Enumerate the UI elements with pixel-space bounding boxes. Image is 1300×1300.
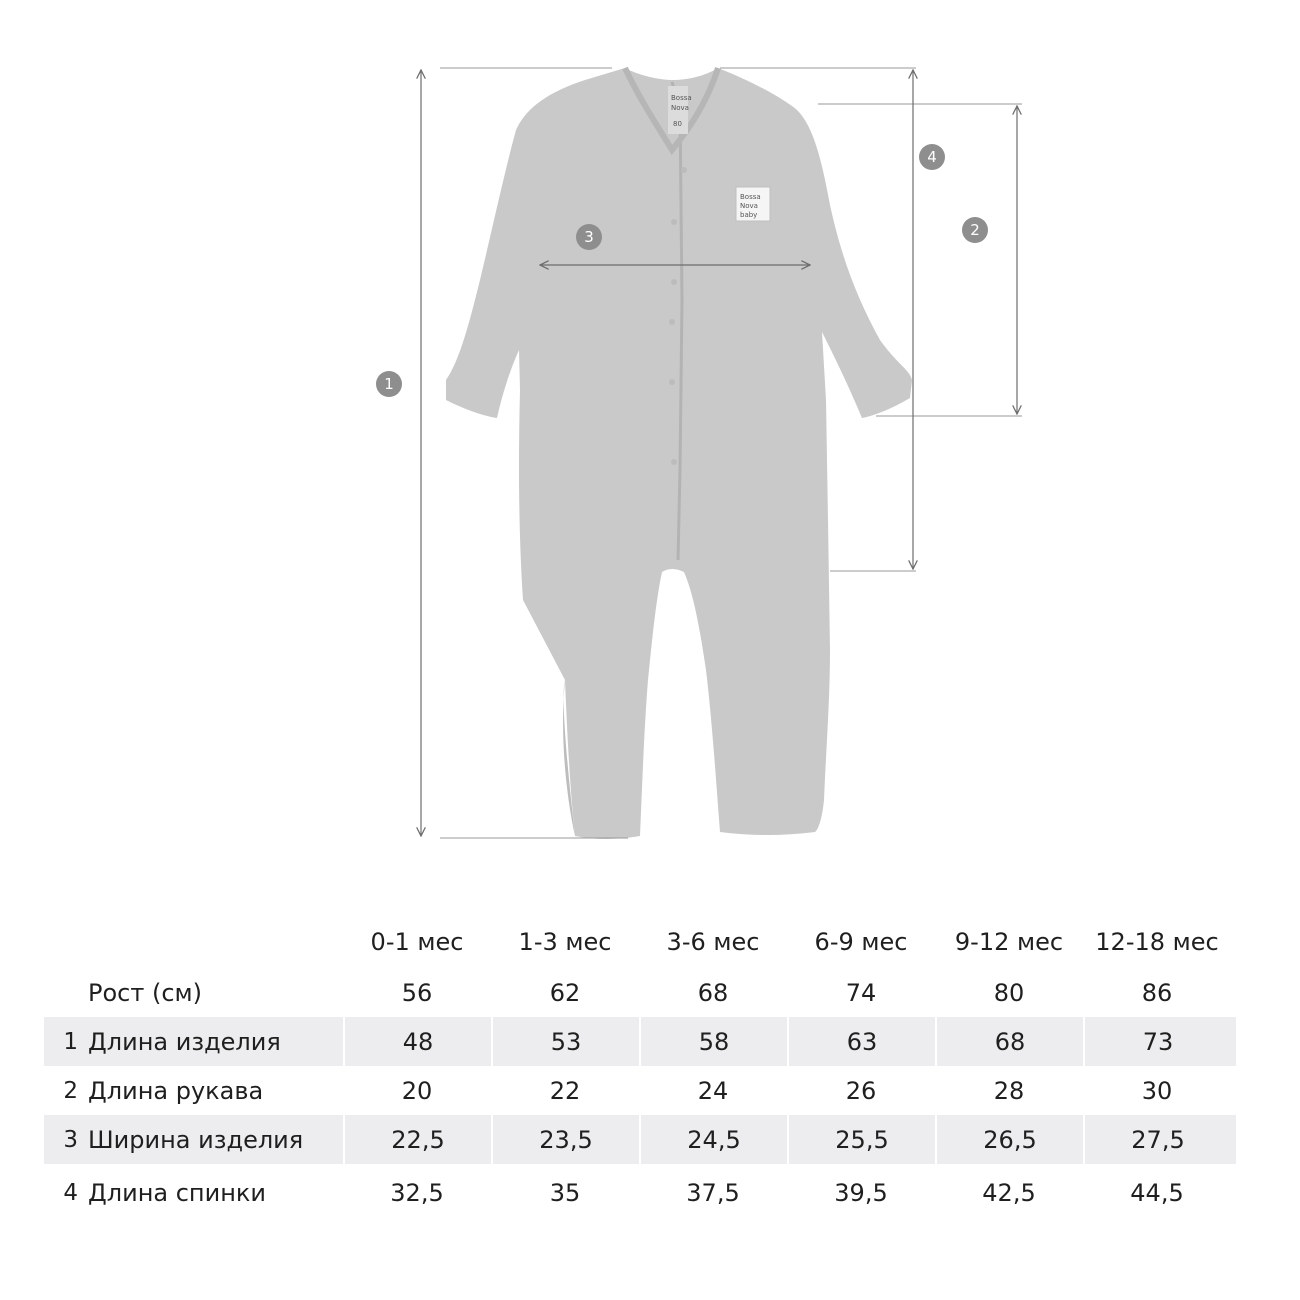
table-cell: 22 [549,1076,581,1105]
table-cell: 37,5 [686,1179,740,1207]
table-cell: 35 [549,1179,581,1207]
marker-2-label: 2 [970,221,980,239]
table-cell: 20 [401,1076,433,1105]
table-cell: 74 [845,978,877,1007]
table-cell: 48 [343,1017,491,1066]
column-header: 3-6 мес [666,928,760,956]
table-cell: 62 [549,978,581,1007]
table-row-height [44,968,1236,1017]
table-cell: 26 [845,1076,877,1105]
row-label: Рост (см) [88,978,202,1007]
column-header: 6-9 мес [814,928,908,956]
column-header: 12-18 мес [1095,928,1219,956]
table-cell: 32,5 [390,1179,444,1207]
row-label: Длина рукава [88,1076,264,1105]
table-cell: 42,5 [982,1179,1036,1207]
table-cell: 25,5 [787,1115,935,1164]
table-row-total-length [44,1017,1236,1066]
neck-tag-line-3: 80 [673,120,682,128]
table-row-sleeve-length [44,1066,1236,1115]
table-cell: 63 [787,1017,935,1066]
table-cell: 86 [1141,978,1173,1007]
size-table-header [44,916,1236,968]
marker-1-label: 1 [384,375,394,393]
row-number: 4 [63,1180,78,1206]
table-cell: 22,5 [343,1115,491,1164]
row-label: Длина изделия [88,1027,281,1056]
table-cell: 27,5 [1083,1115,1231,1164]
table-cell: 73 [1083,1017,1231,1066]
column-header: 1-3 мес [518,928,612,956]
neck-tag-line-2: Nova [671,104,689,112]
table-row-back-length [44,1164,1236,1222]
table-cell: 68 [935,1017,1083,1066]
table-cell: 44,5 [1130,1179,1184,1207]
column-header: 9-12 мес [954,928,1064,956]
marker-3-label: 3 [584,228,594,246]
marker-4-label: 4 [927,148,937,166]
chest-tag-line-2: Nova [740,202,758,210]
table-row-width [44,1115,1236,1164]
row-number: 3 [63,1126,78,1153]
column-header: 0-1 мес [370,928,464,956]
row-number: 2 [63,1077,78,1104]
chest-tag-line-3: baby [740,211,758,219]
chest-tag-line-1: Bossa [740,193,761,201]
table-cell: 28 [993,1076,1025,1105]
row-label: Ширина изделия [88,1125,304,1154]
table-cell: 30 [1141,1076,1173,1105]
table-cell: 56 [401,978,433,1007]
table-cell: 58 [639,1017,787,1066]
table-cell: 23,5 [491,1115,639,1164]
table-cell: 68 [697,978,729,1007]
table-cell: 24,5 [639,1115,787,1164]
table-cell: 80 [993,978,1025,1007]
table-cell: 26,5 [935,1115,1083,1164]
table-cell: 24 [697,1076,729,1105]
table-cell: 53 [491,1017,639,1066]
neck-tag-line-1: Bossa [671,94,692,102]
size-table [44,916,1236,1222]
romper-image [446,68,912,839]
row-number: 1 [63,1028,78,1055]
table-cell: 39,5 [834,1179,888,1207]
row-label: Длина спинки [88,1179,266,1207]
